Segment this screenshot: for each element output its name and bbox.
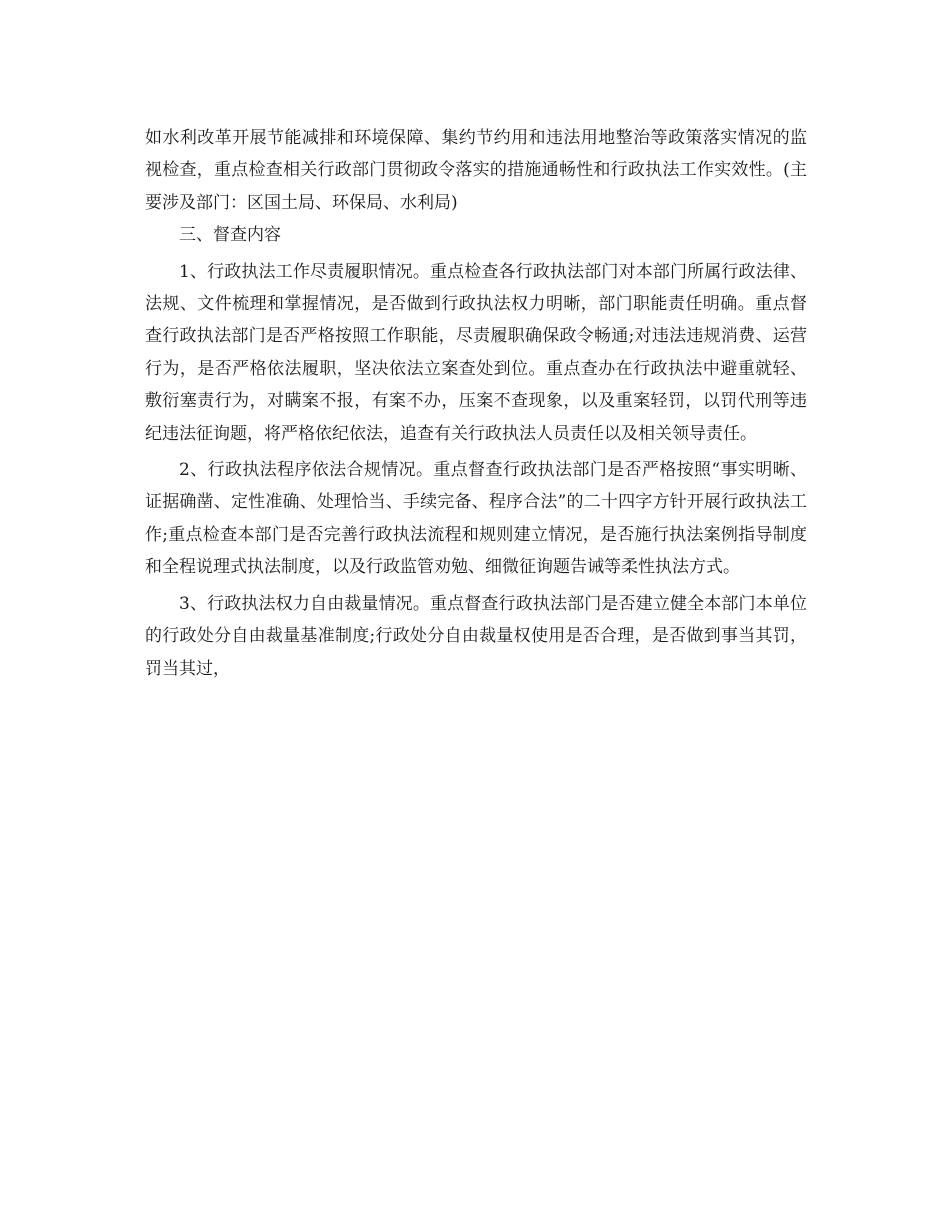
paragraph-item-3: 3、行政执法权力自由裁量情况。重点督查行政执法部门是否建立健全本部门本单位的行政处分自由裁量基准制度;行政处分自由裁量权使用是否合理，是否做到事当其罚，罚当其过， [145, 593, 807, 679]
paragraph-item-2: 2、行政执法程序依法合规情况。重点督查行政执法部门是否严格按照“事实明晰、证据确凿、定性准确、处理恰当、手续完备、程序合法”的二十四字方针开展行政执法工作;重点检查本部门是否完善行政执法流程和规则建立情况，是否施行执法案例指导制度和全程说理式执法制度，以及行政监管劝勉、细微征询题告诫等柔性执法方式。 [145, 460, 807, 578]
paragraph-item-1: 1、行政执法工作尽责履职情况。重点检查各行政执法部门对本部门所属行政法律、法规、文件梳理和掌握情况，是否做到行政执法权力明晰，部门职能责任明确。重点督查行政执法部门是否严格按照工作职能，尽责履职确保政令畅通;对违法违规消费、运营行为，是否严格依法履职，坚决依法立案查处到位。重点查办在行政执法中避重就轻、敷衍塞责行为，对瞒案不报，有案不办，压案不查现象，以及重案轻罚，以罚代刑等违纪违法征询题，将严格依纪依法，追查有关行政执法人员责任以及相关领导责任。 [145, 261, 807, 444]
paragraph-continuation: 如水利改革开展节能减排和环境保障、集约节约用和违法用地整治等政策落实情况的监视检查，重点检查相关行政部门贯彻政令落实的措施通畅性和行政执法工作实效性。(主要涉及部门：区国土局、环保局、水利局) [145, 128, 807, 213]
document-page [145, 122, 807, 689]
section-heading: 三、督查内容 [179, 225, 281, 246]
